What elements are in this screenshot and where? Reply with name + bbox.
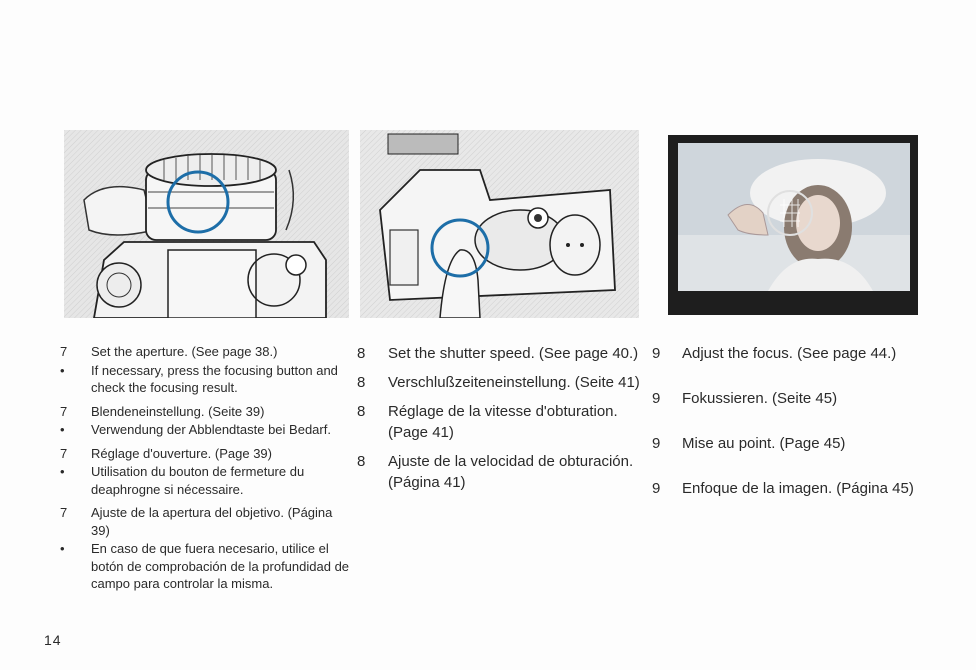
camera-aperture-icon [64, 130, 349, 318]
list-item [60, 504, 350, 539]
list-marker: • [60, 422, 65, 437]
list-item [60, 403, 350, 421]
list-text: Ajuste de la velocidad de obturación. (Página 41) [388, 453, 634, 491]
list-item [357, 372, 647, 393]
list-marker: 8 [357, 345, 366, 362]
list-text: Blendeneinstellung. (Seite 39) [91, 403, 265, 419]
list-marker: 7 [60, 505, 68, 520]
list-marker: • [60, 541, 65, 556]
list-text: Set the aperture. (See page 38.) [91, 344, 278, 359]
instructions-column-shutter [357, 343, 647, 501]
list-marker: 7 [60, 403, 68, 419]
list-marker: 9 [652, 345, 661, 362]
list-marker: 9 [652, 435, 661, 452]
list-item [60, 343, 350, 361]
list-marker: 9 [652, 390, 661, 407]
list-item [60, 421, 350, 439]
list-marker: 7 [60, 445, 68, 461]
list-text: Verschlußzeiteneinstellung. (Seite 41) [388, 374, 640, 391]
list-item [652, 343, 952, 364]
list-item [357, 401, 647, 443]
list-item [357, 343, 647, 364]
list-marker: 8 [357, 403, 366, 420]
focus-viewfinder-photo [668, 135, 918, 315]
list-text: Mise au point. (Page 45) [682, 435, 846, 452]
portrait-photo-icon [668, 135, 918, 315]
list-text: Enfoque de la imagen. (Página 45) [682, 480, 914, 497]
list-marker: 7 [60, 344, 68, 359]
list-text: En caso de que fuera necesario, utilice el botón de comprobación de la profundidad de campo para controlar la misma. [91, 541, 350, 591]
list-text: Adjust the focus. (See page 44.) [682, 345, 897, 362]
list-text: Réglage d'ouverture. (Page 39) [91, 445, 272, 461]
list-text: Fokussieren. (Seite 45) [682, 390, 838, 407]
list-text: Verwendung der Abblendtaste bei Bedarf. [91, 422, 331, 437]
list-text: Utilisation du bouton de fermeture du deaphrogne si nécessaire. [91, 464, 305, 497]
list-item [60, 362, 350, 397]
list-text: Set the shutter speed. (See page 40.) [388, 345, 639, 362]
list-marker: • [60, 464, 65, 479]
list-item [652, 388, 952, 409]
list-marker: 8 [357, 453, 366, 470]
list-marker: 9 [652, 480, 661, 497]
list-item [60, 540, 350, 593]
instructions-column-focus [652, 343, 952, 523]
list-text: Ajuste de la apertura del objetivo. (Página 39) [91, 505, 333, 538]
shutter-dial-illustration [360, 130, 639, 318]
page-number: 14 [44, 632, 62, 648]
aperture-ring-illustration [64, 130, 349, 318]
list-text: If necessary, press the focusing button and check the focusing result. [91, 362, 338, 395]
list-marker: • [60, 362, 65, 378]
list-marker: 8 [357, 374, 366, 391]
list-text: Réglage de la vitesse d'obturation. (Page 41) [388, 403, 618, 441]
list-item [652, 478, 952, 499]
list-item [60, 463, 350, 498]
list-item [652, 433, 952, 454]
list-item [357, 451, 647, 493]
list-item [60, 445, 350, 463]
camera-shutter-dial-icon [360, 130, 639, 318]
instructions-column-aperture [60, 343, 350, 599]
